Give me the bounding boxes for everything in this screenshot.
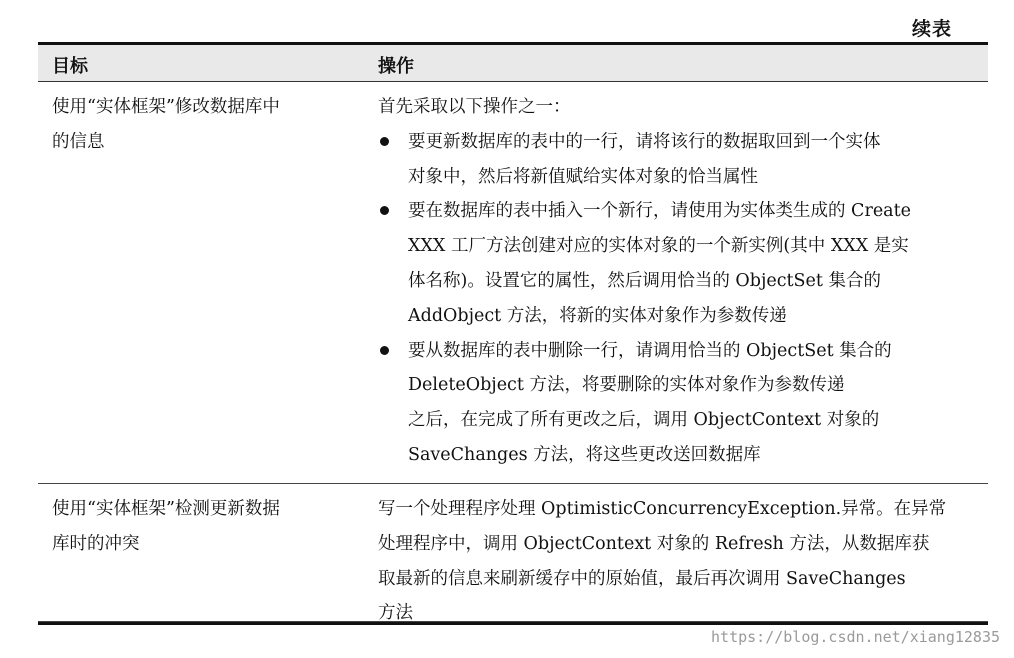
- goal-cell: [52, 90, 352, 160]
- goal-line: 使用“实体框架”修改数据库中: [52, 97, 280, 117]
- table-row: [38, 82, 988, 484]
- operation-outro: SaveChanges 方法，将这些更改送回数据库: [408, 444, 761, 465]
- operation-line: 方法: [378, 603, 413, 624]
- bullet-item: [378, 125, 978, 160]
- bullet-continuation: XXX 工厂方法创建对应的实体对象的一个新实例(其中 XXX 是实: [408, 236, 909, 257]
- header-goal: 目标: [52, 56, 88, 77]
- bullet-text: 要更新数据库的表中的一行，请将该行的数据取回到一个实体: [408, 131, 881, 152]
- bullet-item: [378, 194, 978, 229]
- table-row: [38, 484, 988, 622]
- goal-cell: [52, 492, 352, 562]
- bullet-icon: [380, 346, 389, 355]
- operation-cell: [378, 90, 978, 473]
- bullet-text: 要在数据库的表中插入一个新行，请使用为实体类生成的 Create: [408, 201, 911, 222]
- bullet-continuation: AddObject 方法，将新的实体对象作为参数传递: [408, 305, 787, 326]
- goal-line: 的信息: [52, 131, 105, 152]
- operation-cell: [378, 492, 978, 631]
- watermark-url: https://blog.csdn.net/xiang12835: [711, 628, 1000, 646]
- table-header-row: [38, 45, 988, 82]
- operation-intro: 首先采取以下操作之一：: [378, 97, 571, 117]
- goal-line: 库时的冲突: [52, 533, 140, 554]
- bullet-text: 要从数据库的表中删除一行，请调用恰当的 ObjectSet 集合的: [408, 340, 892, 361]
- bullet-icon: [380, 137, 389, 146]
- operations-table: [38, 42, 988, 625]
- bullet-continuation: DeleteObject 方法，将要删除的实体对象作为参数传递: [408, 375, 845, 396]
- operation-line: 处理程序中，调用 ObjectContext 对象的 Refresh 方法，从数据库获: [378, 533, 930, 554]
- bullet-continuation: 对象中，然后将新值赋给实体对象的恰当属性: [408, 166, 758, 187]
- goal-line: 使用“实体框架”检测更新数据: [52, 499, 280, 519]
- operation-line: 写一个处理程序处理 OptimisticConcurrencyException.异常。在异常: [378, 499, 947, 519]
- bullet-continuation: 体名称)。设置它的属性，然后调用恰当的 ObjectSet 集合的: [408, 270, 881, 291]
- operation-outro: 之后，在完成了所有更改之后，调用 ObjectContext 对象的: [408, 410, 880, 431]
- bullet-icon: [380, 206, 389, 215]
- header-operation: 操作: [378, 56, 414, 77]
- bullet-item: [378, 334, 978, 369]
- continued-table-label: 续表: [911, 18, 952, 40]
- operation-line: 取最新的信息来刷新缓存中的原始值，最后再次调用 SaveChanges: [378, 568, 906, 589]
